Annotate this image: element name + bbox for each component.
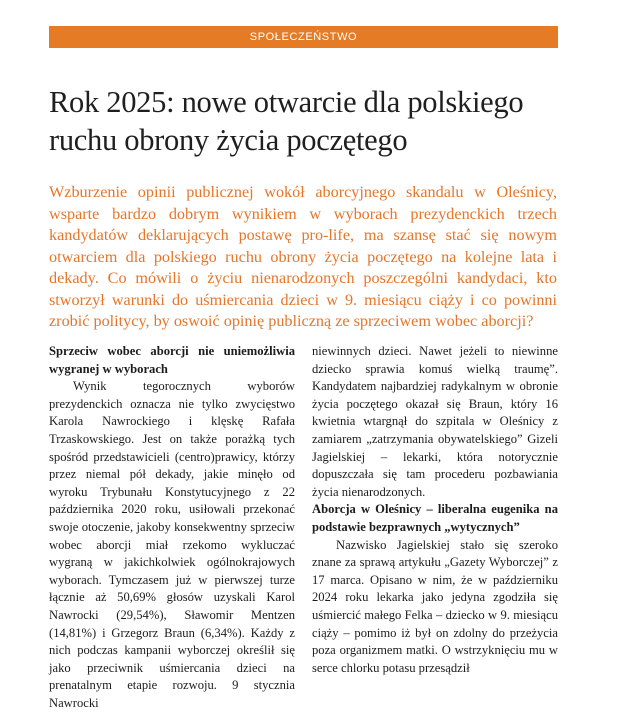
article-lead: Wzburzenie opinii publicznej wokół aborcyjnego skandalu w Oleśnicy, wsparte bardzo dobrym wynikiem w wyborach prezydenckich trzech kandydatów deklarujących postawę pro-life, ma szansę stać się nowym otwarciem dla polskiego ruchu obrony życia poczętego na kolejne lata i dekady. Co mówili o życiu nienarodzonych poszczególni kandydaci, kto stworzył warunki do uśmiercania dzieci w 9. miesiącu ciąży i co powinni zrobić politycy, by oswoić opinię publiczną ze sprzeciwem wobec aborcji? (49, 183, 557, 330)
right-paragraph-2: Nazwisko Jagielskiej stało się szeroko znane za sprawą artykułu „Gazety Wyborczej” z 17 marca. Opisano w nim, że w październiku 2024 roku lekarka jako jedyna zgodziła się uśmiercić małego Felka – dziecko w 9. miesiącu ciąży – pomimo iż był on zdolny do przeżycia poza organizmem matki. O wstrzyknięciu mu w serce chlorku potasu przesądził (312, 537, 558, 675)
left-column (49, 343, 295, 712)
article-title: Rok 2025: nowe otwarcie dla polskiego ruchu obrony życia poczętego (49, 85, 524, 157)
right-paragraph-1: niewinnych dzieci. Nawet jeżeli to niewinne dziecko sprawia komuś wielką traumę”. Kandydatem najbardziej radykalnym w obronie życia poczętego okazał się Braun, który 16 kwietnia wtargnął do szpitala w Oleśnicy z zamiarem „zatrzymania obywatelskiego” Gizeli Jagielskiej – lekarki, która notorycznie dopuszczała się tam procederu pozbawiania życia nienarodzonych. (312, 344, 558, 499)
right-column (312, 343, 558, 677)
left-paragraph: Wynik tegorocznych wyborów prezydenckich oznacza nie tylko zwycięstwo Karola Nawrockiego i klęskę Rafała Trzaskowskiego. Jest on także porażką tych spośród przedstawicieli (centro)prawicy, którzy przez niemal pół dekady, jakie minęło od wyroku Trybunału Konstytucyjnego z 22 października 2020 roku, usiłowali przekonać swoje otoczenie, jakoby konsekwentny sprzeciw wobec aborcji miał rzekomo wykluczać wygraną w jakichkolwiek ogólnokrajowych wyborach. Tymczasem już w pierwszej turze łącznie aż 50,69% głosów uzyskali Karol Nawrocki (29,54%), Sławomir Mentzen (14,81%) i Grzegorz Braun (6,34%). Każdy z nich podczas kampanii wyborczej określił się jako przeciwnik uśmiercania dzieci na prenatalnym etapie rozwoju. 9 stycznia Nawrocki (49, 379, 295, 710)
left-subheading: Sprzeciw wobec aborcji nie uniemożliwia wygranej w wyborach (49, 344, 295, 376)
right-subheading: Aborcja w Oleśnicy – liberalna eugenika na podstawie bezprawnych „wytycznych” (312, 502, 558, 534)
section-label: SPOŁECZEŃSTWO (49, 26, 558, 48)
